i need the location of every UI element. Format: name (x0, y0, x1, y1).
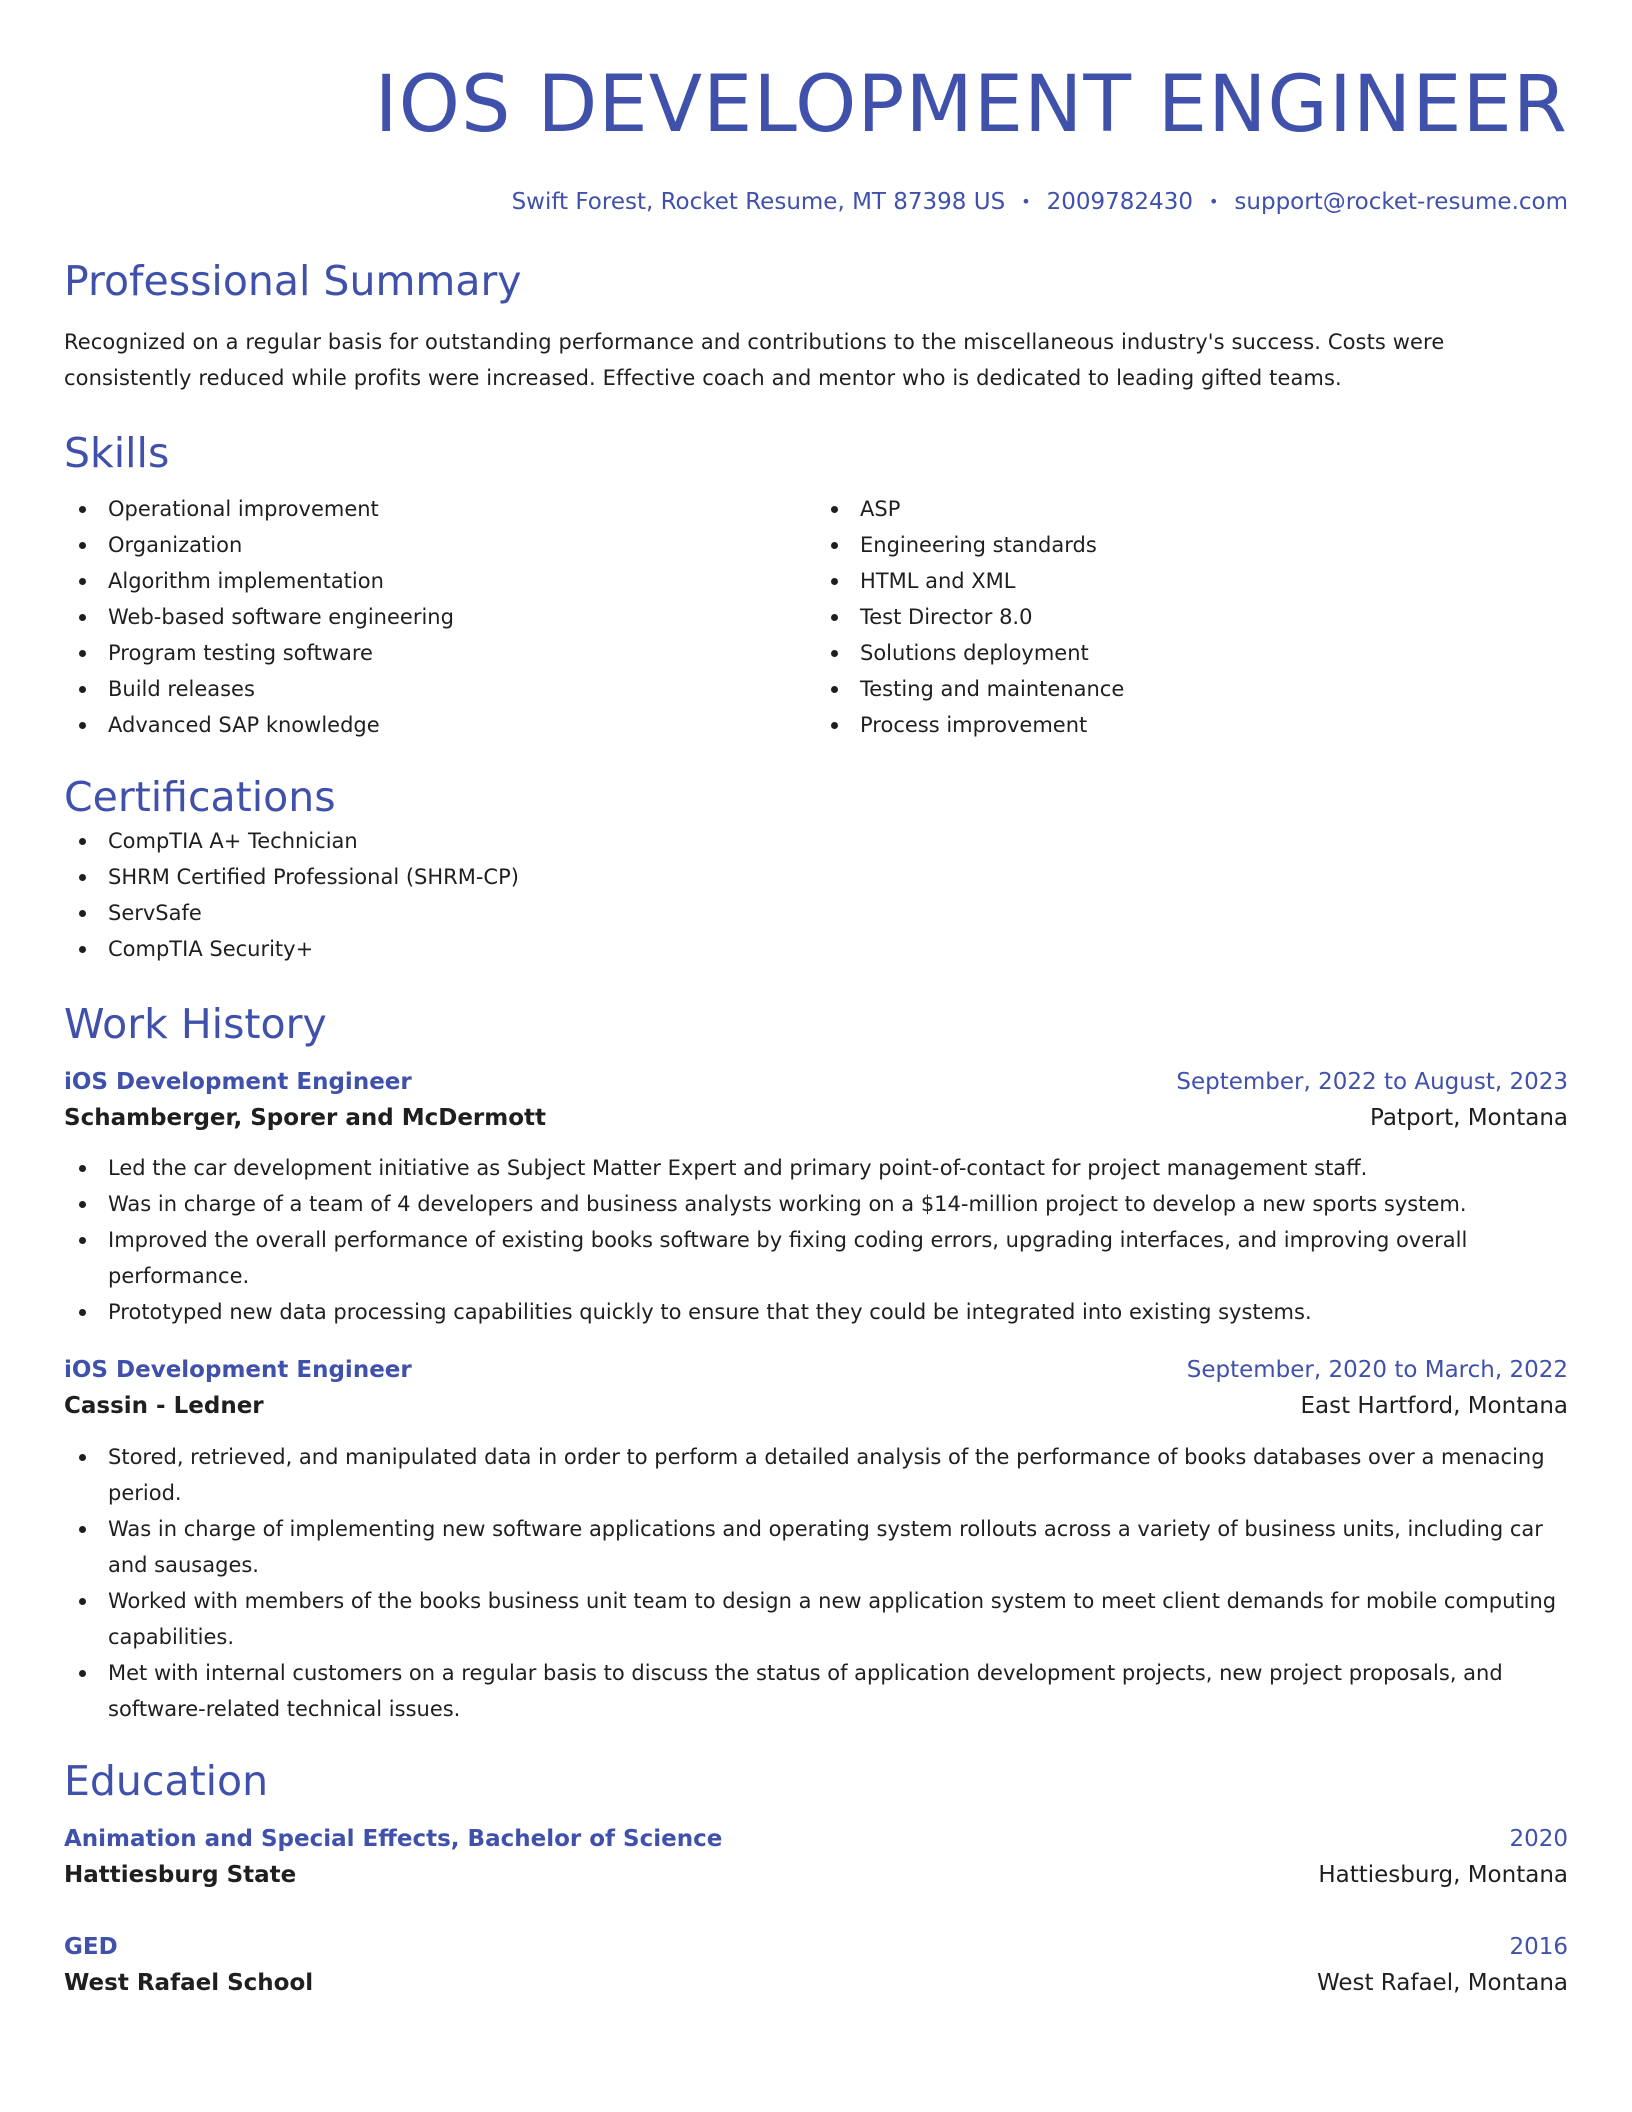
education-location: West Rafael, Montana (1316, 1970, 1568, 1996)
job-company: Cassin - Ledner (64, 1393, 264, 1419)
education-entry (64, 1929, 1568, 2001)
education-degree: GED (64, 1934, 118, 1960)
work-history-heading: Work History (64, 1000, 327, 1048)
certifications-list (64, 823, 1568, 967)
job-duties-list (64, 1439, 1568, 1727)
skill-item: Web-based software engineering (64, 599, 816, 635)
job-entry (64, 1064, 1568, 1330)
job-company-row (64, 1100, 1568, 1136)
job-duty: Prototyped new data processing capabilities quickly to ensure that they could be integrated into existing systems. (64, 1294, 1568, 1330)
skill-item: Solutions deployment (816, 635, 1568, 671)
certification-item: ServSafe (64, 895, 1568, 931)
job-header-row (64, 1352, 1568, 1388)
contact-address: Swift Forest, Rocket Resume, MT 87398 US (511, 189, 1006, 215)
certification-item: SHRM Certified Professional (SHRM-CP) (64, 859, 1568, 895)
job-dates: September, 2022 to August, 2023 (1176, 1069, 1568, 1095)
job-company: Schamberger, Sporer and McDermott (64, 1105, 547, 1131)
skills-column-right (816, 491, 1568, 743)
skill-item: Process improvement (816, 707, 1568, 743)
job-duty: Was in charge of a team of 4 developers and business analysts working on a $14-million project to develop a new sports system. (64, 1186, 1568, 1222)
skill-item: Build releases (64, 671, 816, 707)
education-entry (64, 1821, 1568, 1893)
contact-separator: • (1021, 192, 1031, 211)
job-duties-list (64, 1150, 1568, 1330)
summary-heading: Professional Summary (64, 257, 522, 305)
skill-item: Operational improvement (64, 491, 816, 527)
education-heading: Education (64, 1757, 269, 1805)
resume-header (64, 55, 1568, 217)
contact-email: support@rocket-resume.com (1234, 189, 1568, 215)
summary-text: Recognized on a regular basis for outstanding performance and contributions to the miscellaneous industry's success. Costs were consistently reduced while profits were increased. Effective coach and mentor who is dedicated to leading gifted teams. (64, 330, 1445, 390)
skill-item: Program testing software (64, 635, 816, 671)
skill-item: Algorithm implementation (64, 563, 816, 599)
job-duty: Met with internal customers on a regular basis to discuss the status of application development projects, new project proposals, and software-related technical issues. (64, 1655, 1568, 1727)
education-year: 2020 (1509, 1826, 1568, 1852)
skill-item: Testing and maintenance (816, 671, 1568, 707)
skill-item: Engineering standards (816, 527, 1568, 563)
job-duty: Stored, retrieved, and manipulated data in order to perform a detailed analysis of the performance of books databases over a menacing period. (64, 1439, 1568, 1511)
education-year: 2016 (1509, 1934, 1568, 1960)
job-header-row (64, 1064, 1568, 1100)
skill-item: Organization (64, 527, 816, 563)
skills-column-left (64, 491, 816, 743)
education-header-row (64, 1821, 1568, 1857)
skill-item: ASP (816, 491, 1568, 527)
skill-item: Test Director 8.0 (816, 599, 1568, 635)
job-entry (64, 1352, 1568, 1727)
job-location: Patport, Montana (1370, 1105, 1568, 1131)
skills-heading: Skills (64, 429, 170, 477)
contact-separator: • (1208, 192, 1219, 211)
education-location: Hattiesburg, Montana (1318, 1862, 1568, 1888)
contact-line (64, 187, 1568, 217)
job-dates: September, 2020 to March, 2022 (1186, 1357, 1568, 1383)
contact-phone: 2009782430 (1046, 189, 1193, 215)
certifications-heading: Certifications (64, 773, 336, 821)
skill-item: Advanced SAP knowledge (64, 707, 816, 743)
education-school: West Rafael School (64, 1970, 314, 1996)
job-role: iOS Development Engineer (64, 1357, 412, 1383)
education-degree: Animation and Special Effects, Bachelor of Science (64, 1826, 723, 1852)
job-location: East Hartford, Montana (1300, 1393, 1568, 1419)
certification-item: CompTIA A+ Technician (64, 823, 1568, 859)
job-duty: Worked with members of the books business unit team to design a new application system to meet client demands for mobile computing capabilities. (64, 1583, 1568, 1655)
education-school-row (64, 1857, 1568, 1893)
education-school: Hattiesburg State (64, 1862, 297, 1888)
job-duty: Led the car development initiative as Subject Matter Expert and primary point-of-contact for project management staff. (64, 1150, 1568, 1186)
job-duty: Was in charge of implementing new software applications and operating system rollouts across a variety of business units, including car and sausages. (64, 1511, 1568, 1583)
job-company-row (64, 1388, 1568, 1424)
skill-item: HTML and XML (816, 563, 1568, 599)
candidate-title: IOS DEVELOPMENT ENGINEER (374, 60, 1568, 150)
education-school-row (64, 1965, 1568, 2001)
job-duty: Improved the overall performance of existing books software by fixing coding errors, upgrading interfaces, and improving overall performance. (64, 1222, 1568, 1294)
skills-grid (64, 491, 1568, 743)
job-role: iOS Development Engineer (64, 1069, 412, 1095)
education-header-row (64, 1929, 1568, 1965)
certification-item: CompTIA Security+ (64, 931, 1568, 967)
